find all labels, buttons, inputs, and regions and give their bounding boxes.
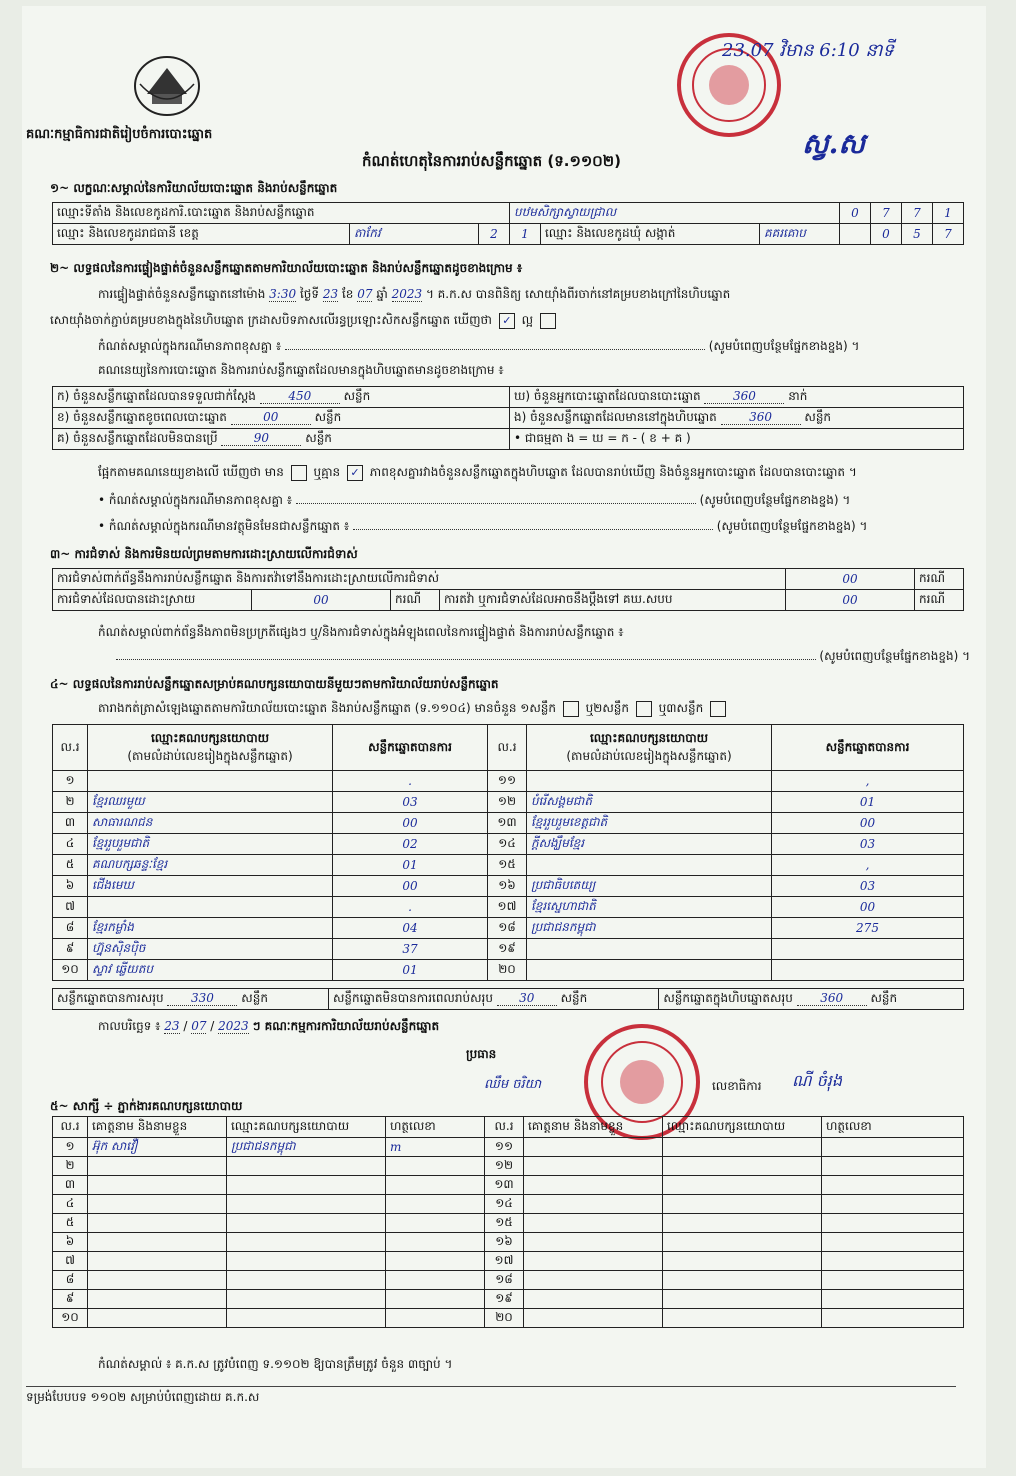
commune-code-digit: 7 [933,224,964,245]
party-name [527,960,772,981]
row-no: ៩ [53,1290,88,1309]
case-unit: ករណី [391,590,440,611]
witness-row [53,1214,964,1233]
witness-party [663,1176,822,1195]
results-row [53,813,964,834]
station-id-table [52,202,964,245]
witness-party [663,1157,822,1176]
col-no: ល.រ [488,725,527,771]
party-name: សាធារណជន [88,813,333,834]
witness-party: ប្រជាជនកម្ពុជា [227,1138,386,1157]
vote-count: 04 [333,918,488,939]
resolved-label: ការជំទាស់ដែលបានដោះស្រាយ [53,590,252,611]
witness-signature [822,1309,964,1328]
witness-party [227,1195,386,1214]
witness-signature [386,1290,485,1309]
station-name-label: ឈ្មោះទីតាំង និងលេខកូដការិ.បោះឆ្នោត និងរាប់សន្លឹកឆ្នោត [53,203,510,224]
witness-row [53,1252,964,1271]
witness-signature [822,1252,964,1271]
party-name [88,771,333,792]
witness-name [88,1290,227,1309]
verify-day: 23 [322,287,339,301]
results-row [53,771,964,792]
vote-count: 01 [772,792,964,813]
witness-signature [822,1290,964,1309]
bullet-diff-note: • កំណត់សម្គាល់ក្នុងករណីមានភាពខុសគ្នា ៖ (សូមបំពេញបន្ថែមផ្នែកខាងខ្នង) ។ [98,493,851,507]
party-name: ប្រជាជនកម្ពុជា [527,918,772,939]
party-name: ជើងមេឃ [88,876,333,897]
witness-name [524,1290,663,1309]
row-no: ១៩ [485,1290,524,1309]
row-no: ៦ [53,876,88,897]
witness-row [53,1195,964,1214]
row-no: ១០ [53,1309,88,1328]
checkbox-three-sheets[interactable] [710,701,726,717]
witness-signature [822,1138,964,1157]
witness-signature [386,1252,485,1271]
row-no: ១២ [488,792,527,813]
witness-party [663,1195,822,1214]
vote-count [772,939,964,960]
row-no: ១៦ [485,1233,524,1252]
province-value: តាកែវ [349,224,478,245]
complaints-table [52,568,964,611]
appeal-value: 00 [786,590,915,611]
formula: • ជាធម្មតា ង = ឃ = ក - ( ខ + គ ) [510,429,964,450]
party-name: ខ្មែររួបរួមជាតិ [88,834,333,855]
vote-count: 00 [333,813,488,834]
nec-logo [132,54,202,118]
party-name: ក្តីសង្ឃឹមខ្មែរ [527,834,772,855]
witness-name [524,1233,663,1252]
vote-count [772,960,964,981]
witness-signature [386,1214,485,1233]
party-name: បំរើសង្គមជាតិ [527,792,772,813]
col-sign: ហត្ថលេខា [822,1117,964,1138]
witness-party [227,1252,386,1271]
row-no: ៤ [53,1195,88,1214]
row-no: ១៥ [485,1214,524,1233]
witness-signature: m [386,1138,485,1157]
results-row [53,834,964,855]
witness-signature [386,1195,485,1214]
date-line: កាលបរិច្ឆេទ ៖ 23 / 07 / 2023 ៗ គណៈកម្មការការិយាល័យរាប់សន្លឹកឆ្នោត [98,1019,440,1033]
row-no: ១១ [485,1138,524,1157]
results-row [53,897,964,918]
province-code-digit: 1 [509,224,540,245]
col-party: ឈ្មោះគណបក្សនយោបាយ [663,1117,822,1138]
secretary-label: លេខាធិការ [712,1079,762,1093]
results-body [53,771,964,981]
witness-party [227,1176,386,1195]
section2-heading: ២~ លទ្ធផលនៃការផ្ទៀងផ្ទាត់ចំនួនសន្លឹកឆ្នោតតាមការិយាល័យបោះឆ្នោត និងរាប់សន្លឹកឆ្នោតដូចខាងក្រោម ៖ [50,261,523,275]
section4-heading: ៤~ លទ្ធផលនៃការរាប់សន្លឹកឆ្នោតសម្រាប់គណបក្សនយោបាយនីមួយៗតាមការិយាល័យរាប់សន្លឹកឆ្នោត [50,677,499,691]
witness-party [227,1309,386,1328]
party-name: ហ្វ៊ុនស៊ិនប៉ិច [88,939,333,960]
commune-label: ឈ្មោះ និងលេខកូដឃុំ សង្កាត់ [540,224,759,245]
witness-signature [822,1233,964,1252]
checkbox-two-sheets[interactable] [636,701,652,717]
col-no: ល.រ [53,1117,88,1138]
party-name: ស្ទាវ ឆ្លើយតប [88,960,333,981]
line-ko: គ) ចំនួនសន្លឹកឆ្នោតដែលមិនបានប្រើ 90 សន្លឹក [53,429,510,450]
appeal-label: ការតវ៉ា ឬការជំទាស់ដែលអាចនឹងប្តឹងទៅ គឃ.សបប [440,590,786,611]
witness-name [88,1157,227,1176]
totals-table [52,988,964,1010]
station-code-digit: 1 [933,203,964,224]
col-party: ឈ្មោះគណបក្សនយោបាយ [227,1117,386,1138]
results-row [53,918,964,939]
party-name: ខ្មែរឈរមួយ [88,792,333,813]
checkbox-one-sheet[interactable] [563,701,579,717]
witness-row [53,1176,964,1195]
witness-name [524,1271,663,1290]
witness-row [53,1233,964,1252]
col-name: គោត្តនាម និងនាមខ្លួន [88,1117,227,1138]
witness-signature [386,1157,485,1176]
vote-count: 01 [333,855,488,876]
footer-form-id: ទម្រង់បែបបទ ១១០២ សម្រាប់បំពេញដោយ គ.ក.ស [26,1386,956,1407]
irregularity-note-tail: (សូមបំពេញបន្ថែមផ្នែកខាងខ្នង) ។ [50,648,970,666]
witness-name [88,1195,227,1214]
party-name: គណបក្សឆន្ទៈខ្មែរ [88,855,333,876]
results-table [52,724,964,981]
section1-heading: ១~ លក្ខណៈសម្គាល់នៃការិយាល័យបោះឆ្នោត និងរាប់សន្លឹកឆ្នោត [50,181,338,195]
row-no: ២ [53,792,88,813]
verify-month: 07 [357,287,373,301]
accounting-intro: គណនេយ្យនៃការបោះឆ្នោត និងការរាប់សន្លឹកឆ្នោតដែលមានក្នុងហិបឆ្នោតមានដូចខាងក្រោម ៖ [98,363,504,377]
witness-signature [386,1309,485,1328]
vote-count: . [333,771,488,792]
row-no: ២ [53,1157,88,1176]
vote-count: 01 [333,960,488,981]
witness-body [53,1138,964,1328]
results-row [53,792,964,813]
row-no: ១៥ [488,855,527,876]
witness-name [524,1214,663,1233]
witness-name [88,1214,227,1233]
witness-name: អ៊ុក សាវឿ [88,1138,227,1157]
vote-count: 00 [333,876,488,897]
results-row [53,855,964,876]
line-ngo: ង) ចំនួនសន្លឹកឆ្នោតដែលមាននៅក្នុងហិបឆ្នោត 360 សន្លឹក [510,408,964,429]
witness-table [52,1116,964,1328]
row-no: ១៧ [485,1252,524,1271]
row-no: ៥ [53,1214,88,1233]
col-no: ល.រ [485,1117,524,1138]
witness-name [524,1252,663,1271]
bullet-object-note: • កំណត់សម្គាល់ក្នុងករណីមានវត្ថុមិនមែនជាសន្លឹកឆ្នោត ៖ (សូមបំពេញបន្ថែមផ្នែកខាងខ្នង) ។ [98,519,868,533]
witness-name [88,1233,227,1252]
witness-row [53,1271,964,1290]
witness-party [227,1157,386,1176]
witness-signature [822,1176,964,1195]
witness-signature [822,1195,964,1214]
witness-party [663,1290,822,1309]
vote-count: . [333,897,488,918]
row-no: ១១ [488,771,527,792]
party-name: ខ្មែរស្នេហាជាតិ [527,897,772,918]
secretary-signature: ណី ចំរុង [792,1071,843,1090]
witness-party [663,1309,822,1328]
row-no: ៧ [53,1252,88,1271]
line-kha: ខ) ចំនួនសន្លឹកឆ្នោតខូចពេលបោះឆ្នោត 00 សន្លឹក [53,408,510,429]
vote-count: , [772,771,964,792]
line-ka: ក) ចំនួនសន្លឹកឆ្នោតដែលបានទទួលជាក់ស្តែង 450 សន្លឹក [53,387,510,408]
row-no: ១ [53,1138,88,1157]
vote-count: 00 [772,897,964,918]
complaints-label: ការជំទាស់ពាក់ព័ន្ធនឹងការរាប់សន្លឹកឆ្នោត និងការតវ៉ាទៅនឹងការដោះស្រាយលើការជំទាស់ [53,569,786,590]
witness-signature [822,1157,964,1176]
chair-signature: ឈឹម ចរិយា [484,1077,542,1092]
commune-value: គគរគោប [759,224,839,245]
station-code-digit: 0 [840,203,871,224]
total-box: សន្លឹកឆ្នោតក្នុងហិបឆ្នោតសរុប 360 សន្លឹក [659,989,964,1010]
diff-note-line: កំណត់សម្គាល់ក្នុងករណីមានភាពខុសគ្នា ៖ (សូមបំពេញបន្ថែមផ្នែកខាងខ្នង) ។ [98,339,860,353]
row-no: ២០ [488,960,527,981]
vote-count: 00 [772,813,964,834]
col-votes: សន្លឹកឆ្នោតបានការ [772,725,964,771]
witness-party [227,1214,386,1233]
total-valid: សន្លឹកឆ្នោតបានការសរុប 330 សន្លឹក [53,989,329,1010]
commune-code-digit: 5 [902,224,933,245]
vote-count: 37 [333,939,488,960]
tally-sheet-line: តារាងកត់ត្រាសំឡេងឆ្នោតតាមការិយាល័យបោះឆ្នោត និងរាប់សន្លឹកឆ្នោត (ទ.១១០៤) មានចំនួន ១សន្លឹក ឬ២សន្លឹក ឬ៣សន្លឹក [98,700,729,718]
checkbox-ok[interactable]: ✓ [499,313,515,329]
witness-name [524,1157,663,1176]
station-name-value: បឋមសិក្សាស្វាយជ្រាល [509,203,839,224]
results-row [53,876,964,897]
case-unit: ករណី [915,590,964,611]
witness-party [663,1252,822,1271]
vote-count: 02 [333,834,488,855]
witness-party [663,1214,822,1233]
party-name: ខ្មែរកម្លាំង [88,918,333,939]
witness-row [53,1290,964,1309]
witness-party [227,1271,386,1290]
vote-count: 275 [772,918,964,939]
checkbox-no-diff[interactable]: ✓ [347,465,363,481]
seal-paragraph: សោយ៉ាំងចាក់ភ្ជាប់គម្របខាងក្នុងនៃហិបឆ្នោត ក្រដាសបិទភាសលើរន្ធប្រឡោះសិកសន្លឹកឆ្នោត ឃើញថា ✓ ល្អ [50,312,970,330]
col-party: ឈ្មោះគណបក្សនយោបាយ (តាមលំដាប់លេខរៀងក្នុងសន្លឹកឆ្នោត) [88,725,333,771]
row-no: ៤ [53,834,88,855]
witness-party [663,1233,822,1252]
row-no: ៦ [53,1233,88,1252]
resolved-value: 00 [252,590,391,611]
vote-count: , [772,855,964,876]
line-gho: ឃ) ចំនួនអ្នកបោះឆ្នោតដែលបានបោះឆ្នោត 360 នាក់ [510,387,964,408]
col-votes: សន្លឹកឆ្នោតបានការ [333,725,488,771]
row-no: ៣ [53,813,88,834]
copy-tag: ស្វ.ស [802,127,866,160]
witness-party [227,1233,386,1252]
col-sign: ហត្ថលេខា [386,1117,485,1138]
results-row [53,939,964,960]
row-no: ៨ [53,1271,88,1290]
document-page [22,6,986,1468]
accounting-table [52,386,964,450]
verify-time: 3:30 [269,287,297,301]
witness-signature [822,1214,964,1233]
row-no: ១៣ [485,1176,524,1195]
section5-heading: ៥~ សាក្សី ÷ ភ្នាក់ងារគណបក្សនយោបាយ [50,1099,243,1113]
row-no: ៥ [53,855,88,876]
witness-name [88,1252,227,1271]
stamp-handwritten-note: 23.07 វិមាន 6:10 នាទី [722,40,894,61]
row-no: ១៧ [488,897,527,918]
witness-signature [386,1233,485,1252]
commune-code-digit: 0 [871,224,902,245]
witness-name [524,1138,663,1157]
witness-party [227,1290,386,1309]
party-name: ប្រជាធិបតេយ្យ [527,876,772,897]
party-name [88,897,333,918]
row-no: ៣ [53,1176,88,1195]
row-no: ១៩ [488,939,527,960]
row-no: ៩ [53,939,88,960]
row-no: ១៤ [485,1195,524,1214]
station-code-digit: 7 [871,203,902,224]
witness-name [524,1309,663,1328]
row-no: ១២ [485,1157,524,1176]
complaints-value: 00 [786,569,915,590]
witness-name [524,1176,663,1195]
chair-label: ប្រធាន [466,1047,497,1061]
footnote: កំណត់សម្គាល់ ៖ គ.ក.ស ត្រូវបំពេញ ទ.១១០២ ឱ្យបានត្រឹមត្រូវ ចំនួន ៣ច្បាប់ ។ [98,1357,453,1371]
verification-paragraph: ការផ្ទៀងផ្ទាត់ចំនួនសន្លឹកឆ្នោតនៅម៉ោង 3:30 ថ្ងៃទី 23 ខែ 07 ឆ្នាំ 2023 ។ គ.ក.ស បានពិនិត្យ សោយ៉ាំងពីរចាក់នៅគម្របខាងក្រៅនៃហិបឆ្នោត [98,287,731,301]
checkbox-has-diff[interactable] [291,465,307,481]
row-no: ១៤ [488,834,527,855]
witness-row [53,1138,964,1157]
irregularity-note: កំណត់សម្គាល់ពាក់ព័ន្ធនឹងភាពមិនប្រក្រតីផ្សេងៗ ឬ/និងការជំទាស់ក្នុងអំឡុងពេលនៃការផ្ទៀងផ្ទាត់ និងការរាប់សន្លឹកឆ្នោត ៖ [98,625,624,639]
org-name: គណៈកម្មាធិការជាតិរៀបចំការបោះឆ្នោត [26,127,213,142]
row-no: ៨ [53,918,88,939]
province-code-digit: 2 [478,224,509,245]
witness-signature [386,1176,485,1195]
row-no: ២០ [485,1309,524,1328]
party-name [527,855,772,876]
witness-party [663,1271,822,1290]
case-unit: ករណី [915,569,964,590]
witness-row [53,1309,964,1328]
row-no: ១០ [53,960,88,981]
results-row [53,960,964,981]
checkbox-damaged[interactable] [540,313,556,329]
vote-count: 03 [333,792,488,813]
total-invalid: សន្លឹកឆ្នោតមិនបានការពេលរាប់សរុប 30 សន្លឹក [328,989,658,1010]
witness-signature [822,1271,964,1290]
col-no: ល.រ [53,725,88,771]
witness-name [88,1271,227,1290]
row-no: ១ [53,771,88,792]
witness-signature [386,1271,485,1290]
row-no: ១៨ [485,1271,524,1290]
section3-heading: ៣~ ការជំទាស់ និងការមិនយល់ព្រមតាមការដោះស្រាយលើការជំទាស់ [50,547,358,561]
party-name [527,939,772,960]
row-no: ១៦ [488,876,527,897]
party-name: ខ្មែររួបរួមខេត្តជាតិ [527,813,772,834]
verify-year: 2023 [391,287,423,301]
row-no: ១៣ [488,813,527,834]
witness-name [88,1176,227,1195]
witness-row [53,1157,964,1176]
witness-name [88,1309,227,1328]
witness-name [524,1195,663,1214]
row-no: ៧ [53,897,88,918]
col-name: គោត្តនាម និងនាមខ្លួន [524,1117,663,1138]
vote-count: 03 [772,834,964,855]
station-code-digit: 7 [902,203,933,224]
form-title: កំណត់ហេតុនៃការរាប់សន្លឹកឆ្នោត (ទ.១១០២) [362,152,622,170]
vote-count: 03 [772,876,964,897]
row-no: ១៨ [488,918,527,939]
col-party: ឈ្មោះគណបក្សនយោបាយ (តាមលំដាប់លេខរៀងក្នុងសន្លឹកឆ្នោត) [527,725,772,771]
province-label: ឈ្មោះ និងលេខកូដរាជធានី ខេត្ត [53,224,350,245]
witness-party [663,1138,822,1157]
party-name [527,771,772,792]
difference-line: ផ្អែកតាមគណនេយ្យខាងលើ ឃើញថា មាន ឬគ្មាន ✓ ភាពខុសគ្នារវាងចំនួនសន្លឹកឆ្នោតក្នុងហិបឆ្នោត ដែលបានរាប់ឃើញ និងចំនួនអ្នកបោះឆ្នោត ដែលបានបោះឆ្នោត ។ [98,465,857,479]
